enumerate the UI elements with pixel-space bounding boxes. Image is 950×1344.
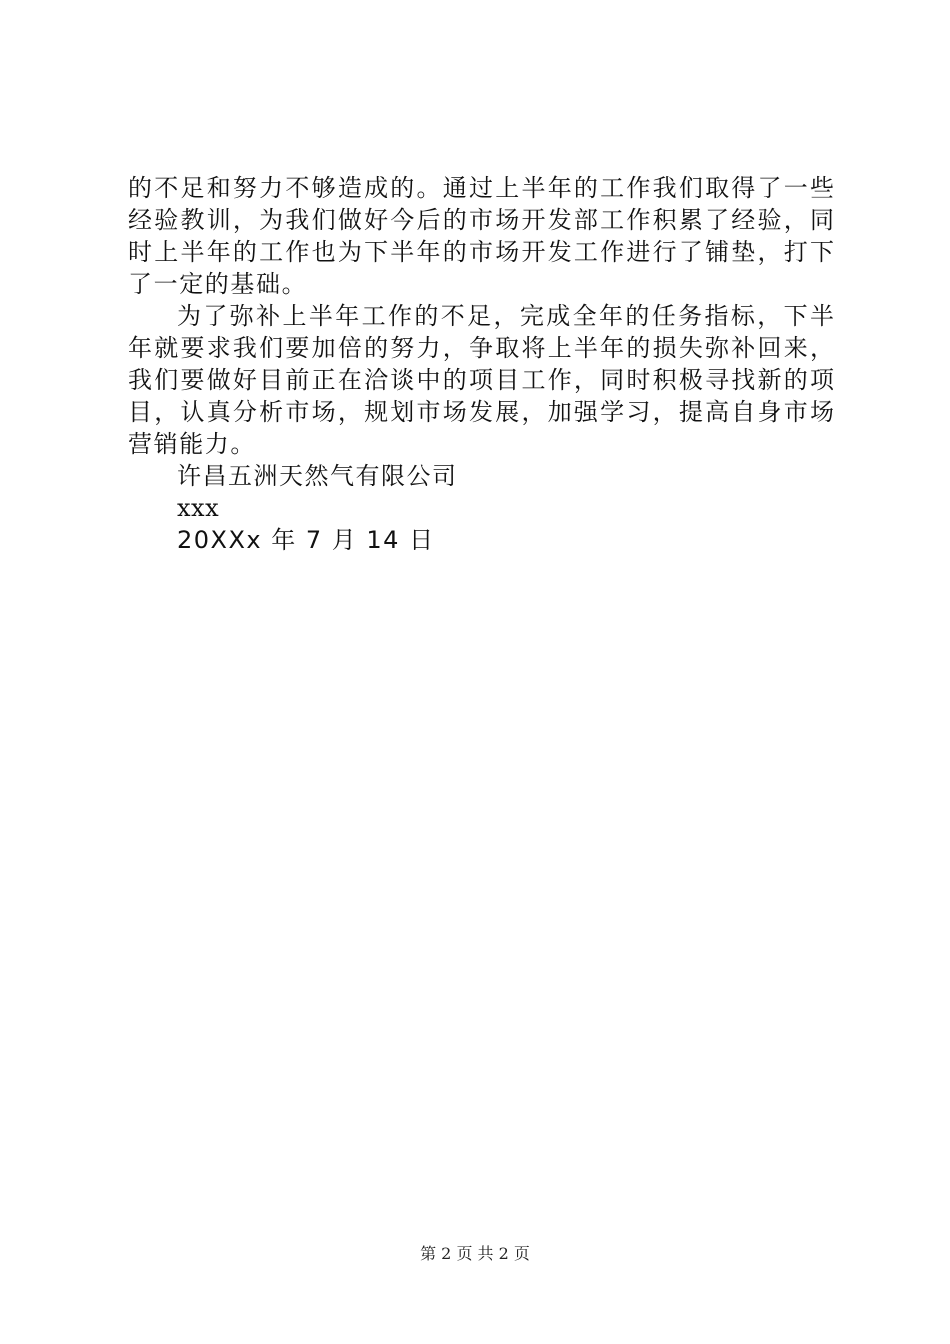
document-body: [128, 172, 834, 556]
paragraph-line: 我们要做好目前正在洽谈中的项目工作，同时积极寻找新的项: [128, 366, 834, 394]
paragraph-line: 目，认真分析市场，规划市场发展，加强学习，提高自身市场: [128, 398, 834, 426]
signature-company: 许昌五洲天然气有限公司: [177, 462, 458, 490]
signature-name: xxx: [177, 494, 220, 522]
paragraph-line: 了一定的基础。: [128, 270, 308, 298]
page-footer: [0, 1244, 950, 1264]
paragraph-line: 为了弥补上半年工作的不足，完成全年的任务指标，下半: [177, 302, 834, 330]
page-number-label: 第 2 页 共 2 页: [420, 1244, 530, 1263]
paragraph-line: 经验教训，为我们做好今后的市场开发部工作积累了经验，同: [128, 206, 834, 234]
paragraph-2: [128, 300, 834, 460]
signature-block: [128, 460, 834, 556]
paragraph-line: 年就要求我们要加倍的努力，争取将上半年的损失弥补回来，: [128, 334, 834, 362]
signature-date: 20XXx 年 7 月 14 日: [177, 526, 435, 554]
paragraph-line: 时上半年的工作也为下半年的市场开发工作进行了铺垫，打下: [128, 238, 834, 266]
paragraph-line: 营销能力。: [128, 430, 256, 458]
paragraph-1: [128, 172, 834, 300]
paragraph-line: 的不足和努力不够造成的。通过上半年的工作我们取得了一些: [128, 174, 834, 202]
